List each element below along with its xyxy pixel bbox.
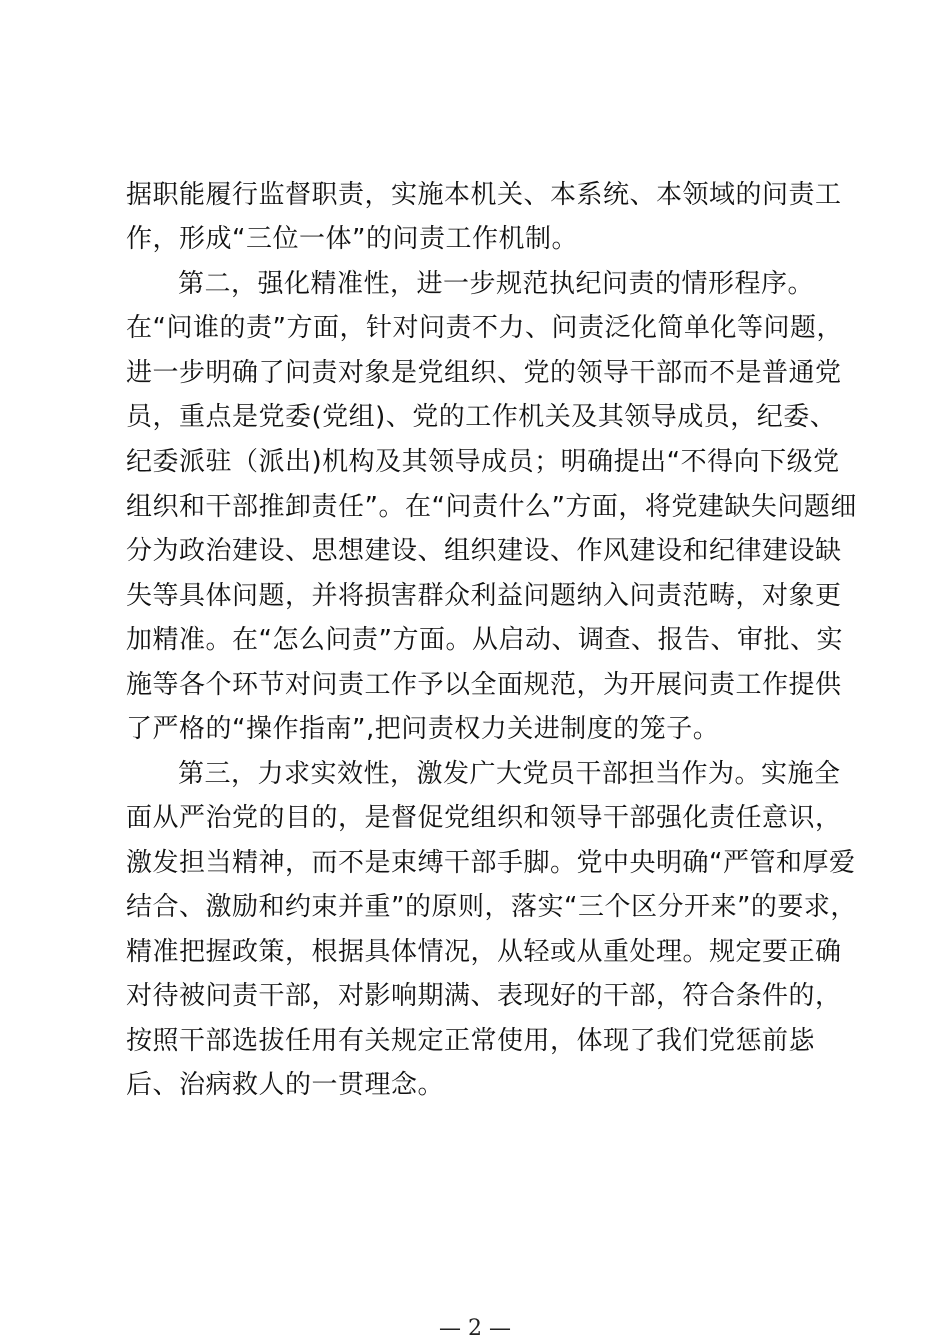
text-line: 后、治病救人的一贯理念。: [126, 1070, 445, 1100]
text-line: 结合、激励和约束并重”的原则，落实“三个区分开来”的要求，: [126, 892, 857, 922]
text-line: 施等各个环节对问责工作予以全面规范，为开展问责工作提供: [126, 670, 842, 700]
page-number: — 2 —: [439, 1316, 511, 1341]
text-line: 进一步明确了问责对象是党组织、党的领导干部而不是普通党: [126, 358, 842, 388]
text-line: 面从严治党的目的，是督促党组织和领导干部强化责任意识，: [126, 803, 842, 833]
paragraph-start-line: 第二，强化精准性，进一步规范执纪问责的情形程序。: [178, 269, 815, 299]
text-line: 员，重点是党委(党组)、党的工作机关及其领导成员，纪委、: [126, 402, 837, 432]
text-line: 组织和干部推卸责任”。在“问责什么”方面，将党建缺失问题细: [126, 492, 857, 522]
text-line: 激发担当精神，而不是束缚干部手脚。党中央明确“严管和厚爱: [126, 848, 856, 878]
text-line: 精准把握政策，根据具体情况，从轻或从重处理。规定要正确: [126, 937, 842, 967]
text-line: 作，形成“三位一体”的问责工作机制。: [126, 224, 578, 254]
text-line: 对待被问责干部，对影响期满、表现好的干部，符合条件的，: [126, 981, 842, 1011]
text-line: 据职能履行监督职责，实施本机关、本系统、本领域的问责工: [126, 180, 842, 210]
text-line: 纪委派驻（派出)机构及其领导成员；明确提出“不得向下级党: [126, 447, 840, 477]
text-line: 分为政治建设、思想建设、组织建设、作风建设和纪律建设缺: [126, 536, 842, 566]
text-line: 在“问谁的责”方面，针对问责不力、问责泛化简单化等问题，: [126, 313, 843, 343]
text-line: 失等具体问题，并将损害群众利益问题纳入问责范畴，对象更: [126, 581, 842, 611]
text-line: 加精准。在“怎么问责”方面。从启动、调查、报告、审批、实: [126, 625, 843, 655]
text-line: 按照干部选拔任用有关规定正常使用，体现了我们党惩前毖: [126, 1026, 816, 1056]
paragraph-start-line: 第三，力求实效性，激发广大党员干部担当作为。实施全: [178, 759, 841, 789]
text-line: 了严格的“操作指南”,把问责权力关进制度的笼子。: [126, 714, 720, 744]
